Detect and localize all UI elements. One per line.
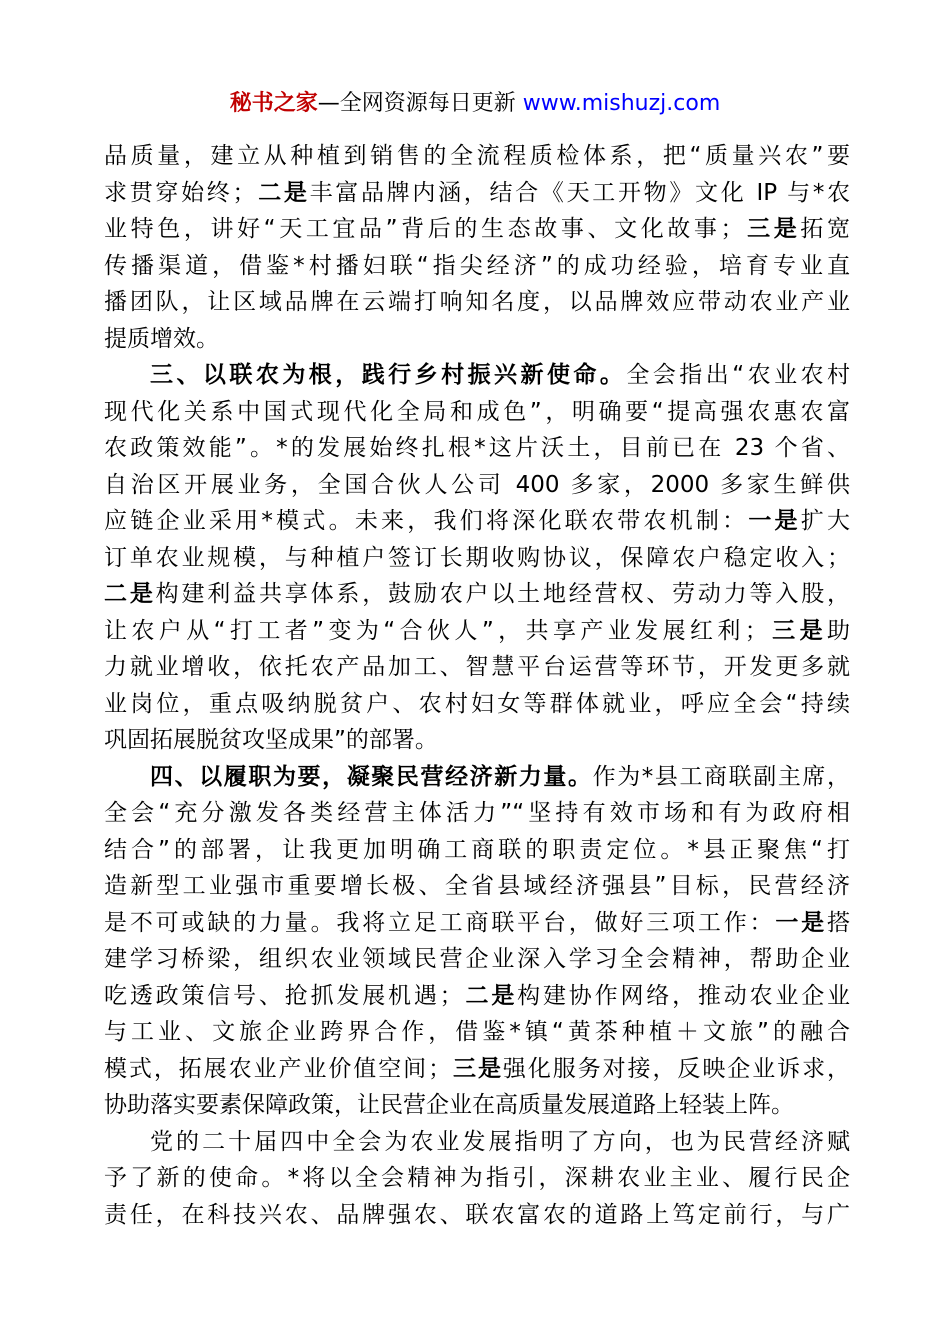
- text-segment: 农政策效能”。*的发展始终扎根*这片沃土，目前已在 23 个省、: [104, 435, 850, 461]
- text-segment: 党的二十届四中全会为农业发展指明了方向，也为民营经济赋: [150, 1128, 850, 1155]
- text-segment: 建学习桥梁，组织农业领域民营企业深入学习全会精神，帮助企业: [104, 946, 850, 972]
- bold-text-segment: 二是: [255, 179, 310, 206]
- text-line: [104, 1197, 850, 1234]
- text-segment: 业特色，讲好“天工宜品”背后的生态故事、文化故事；: [104, 216, 744, 242]
- text-line: [104, 722, 850, 759]
- text-segment: 构建协作网络，推动农业企业: [517, 982, 851, 1009]
- text-segment: 全会指出“农业农村: [626, 362, 851, 388]
- site-url-link[interactable]: www.mishuzj.com: [522, 91, 721, 116]
- text-segment: 品质量，建立从种植到销售的全流程质检体系，把“质量兴农”要: [104, 143, 850, 169]
- text-line: [104, 1087, 850, 1124]
- text-line: [104, 175, 850, 212]
- site-header: [0, 88, 950, 120]
- text-segment: 力就业增收，依托农产品加工、智慧平台运营等环节，开发更多就: [104, 654, 850, 680]
- text-segment: 求贯穿始终；: [104, 179, 256, 206]
- text-segment: 搭: [827, 909, 851, 936]
- text-line: [104, 284, 850, 321]
- text-segment: 造新型工业强市重要增长极、全省县域经济强县”目标，民营经济: [104, 873, 850, 899]
- text-segment: 构建利益共享体系，鼓励农户以土地经营权、劳动力等入股，: [155, 581, 851, 607]
- text-line: [104, 1160, 850, 1197]
- text-segment: 业岗位，重点吸纳脱贫户、农村妇女等群体就业，呼应全会“持续: [104, 690, 850, 717]
- site-brand: 秘书之家: [229, 91, 318, 116]
- text-line: [104, 1051, 850, 1088]
- text-line: [104, 795, 850, 832]
- text-segment: 现代化关系中国式现代化全局和成色”，明确要“提高强农惠农富: [104, 398, 850, 425]
- text-line: [104, 248, 850, 285]
- text-line: [104, 941, 850, 978]
- text-line: [104, 321, 850, 358]
- bold-text-segment: 三是: [743, 216, 801, 242]
- text-segment: 提质增效。: [104, 325, 219, 352]
- text-line: [104, 905, 850, 942]
- text-line: [104, 467, 850, 504]
- text-segment: 与工业、文旅企业跨界合作，借鉴*镇“黄茶种植＋文旅”的融合: [104, 1019, 850, 1045]
- bold-text-segment: 三是: [767, 617, 827, 644]
- text-line: [104, 686, 850, 723]
- text-segment: 扩大: [800, 508, 851, 534]
- text-segment: 是不可或缺的力量。我将立足工商联平台，做好三项工作：: [104, 909, 776, 936]
- text-segment: 助: [827, 617, 850, 644]
- text-line: [104, 138, 850, 175]
- text-line: [104, 576, 850, 613]
- text-segment: 丰富品牌内涵，结合《天工开物》文化 IP 与*农: [309, 179, 851, 206]
- bold-text-segment: 一是: [748, 508, 801, 534]
- text-segment: 应链企业采用*模式。未来，我们将深化联农带农机制：: [104, 508, 749, 534]
- bold-text-segment: 三是: [451, 1055, 503, 1082]
- text-line: [104, 211, 850, 248]
- bold-text-segment: 二是: [104, 581, 156, 607]
- text-line: [104, 503, 850, 540]
- text-line: [104, 1014, 850, 1051]
- text-line: [104, 832, 850, 869]
- bold-text-segment: 二是: [462, 982, 518, 1009]
- text-segment: 吃透政策信号、抢抓发展机遇；: [104, 982, 463, 1009]
- text-line: [104, 868, 850, 905]
- document-body: [104, 138, 850, 1233]
- text-segment: 播团队，让区域品牌在云端打响知名度，以品牌效应带动农业产业: [104, 289, 850, 315]
- text-segment: 自治区开展业务，全国合伙人公司 400 多家，2000 多家生鲜供: [104, 471, 850, 498]
- text-segment: 模式，拓展农业产业价值空间；: [104, 1055, 452, 1082]
- text-segment: 结合”的部署，让我更加明确工商联的职责定位。*县正聚焦“打: [104, 836, 850, 863]
- bold-text-segment: 四、以履职为要，凝聚民营经济新力量。: [150, 763, 593, 790]
- text-line: [104, 1124, 850, 1161]
- text-line: [104, 357, 850, 394]
- text-segment: 作为*县工商联副主席，: [592, 763, 851, 790]
- text-segment: 全会“充分激发各类经营主体活力”“坚持有效市场和有为政府相: [104, 800, 850, 826]
- text-line: [104, 649, 850, 686]
- text-segment: 拓宽: [800, 216, 851, 242]
- text-segment: 传播渠道，借鉴*村播妇联“指尖经济”的成功经验，培育专业直: [104, 252, 850, 279]
- text-segment: 订单农业规模，与种植户签订长期收购协议，保障农户稳定收入；: [104, 544, 850, 571]
- text-segment: 强化服务对接，反映企业诉求，: [502, 1055, 851, 1082]
- text-line: [104, 540, 850, 577]
- bold-text-segment: 一是: [775, 909, 828, 936]
- text-segment: 责任，在科技兴农、品牌强农、联农富农的道路上笃定前行，与广: [104, 1201, 850, 1228]
- text-segment: 巩固拓展脱贫攻坚成果”的部署。: [104, 727, 438, 753]
- text-line: [104, 613, 850, 650]
- text-segment: 予了新的使命。*将以全会精神为指引，深耕农业主业、履行民企: [104, 1165, 850, 1191]
- text-line: [104, 394, 850, 431]
- text-line: [104, 759, 850, 796]
- bold-text-segment: 三、以联农为根，践行乡村振兴新使命。: [150, 362, 627, 388]
- text-segment: 让农户从“打工者”变为“合伙人”，共享产业发展红利；: [104, 617, 768, 644]
- text-line: [104, 978, 850, 1015]
- text-line: [104, 430, 850, 467]
- site-tagline: —全网资源每日更新: [317, 91, 523, 116]
- text-segment: 协助落实要素保障政策，让民营企业在高质量发展道路上轻装上阵。: [104, 1092, 794, 1118]
